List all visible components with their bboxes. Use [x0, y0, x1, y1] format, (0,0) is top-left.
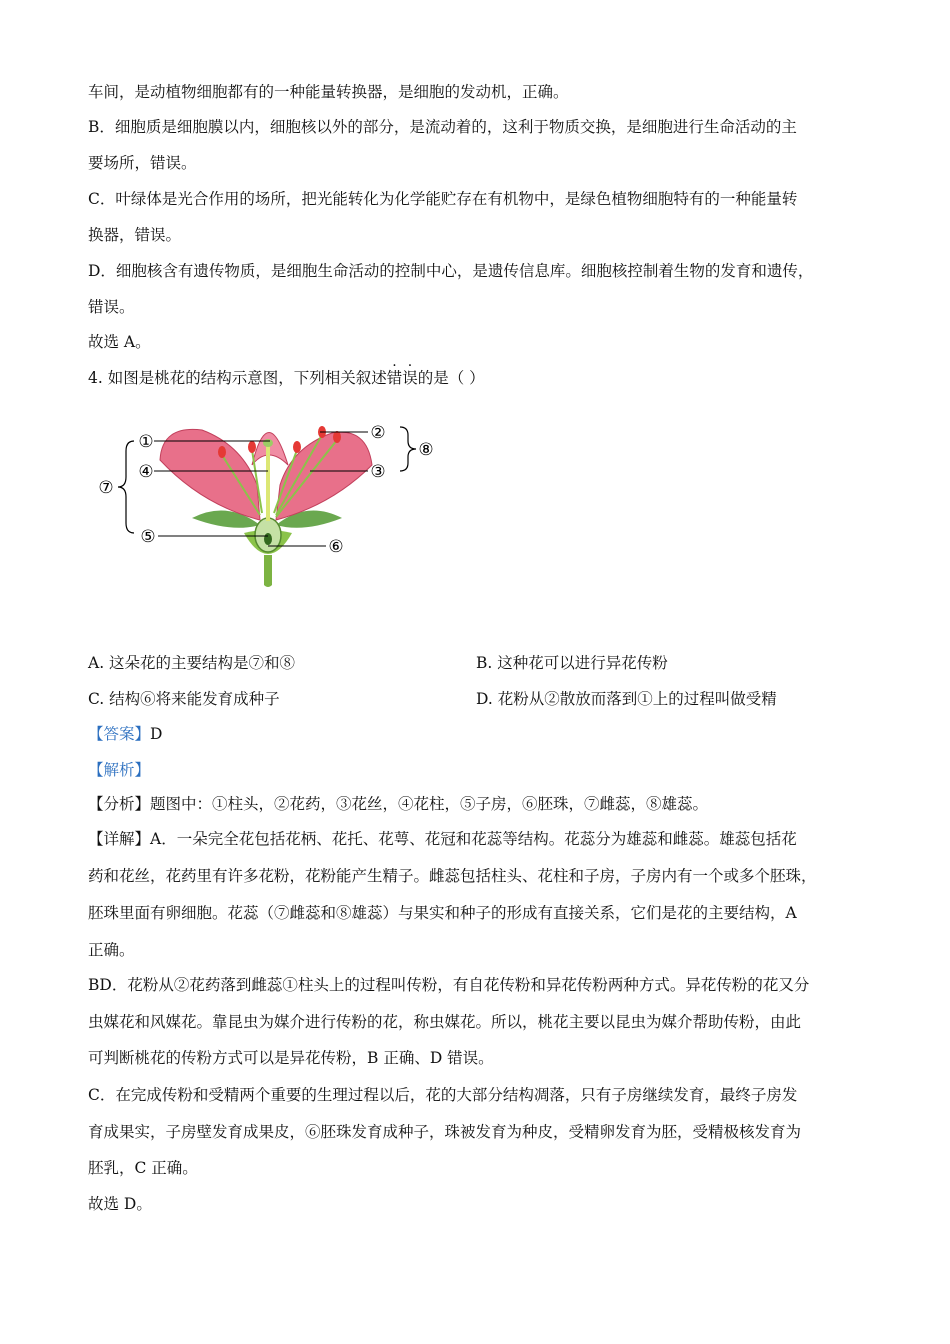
- text-line: BD．花粉从②花药落到雌蕊①柱头上的过程叫传粉，有自花传粉和异花传粉两种方式。异花传粉的花又分: [88, 976, 810, 994]
- text-line: 虫媒花和风媒花。靠昆虫为媒介进行传粉的花，称虫媒花。所以，桃花主要以昆虫为媒介帮助传粉，由此: [88, 1013, 802, 1031]
- text-line: 换器，错误。: [88, 226, 182, 244]
- option-d: D. 花粉从②散放而落到①上的过程叫做受精: [476, 690, 777, 708]
- question-stem: [88, 368, 485, 388]
- anther: [333, 431, 341, 443]
- label-2: ②: [370, 423, 386, 443]
- ovule: [264, 533, 272, 545]
- answer-line: [88, 724, 162, 744]
- label-1: ①: [138, 432, 154, 452]
- question-prefix: 4. 如图是桃花的结构示意图，下列相关叙述: [88, 369, 387, 387]
- answer-value: D: [150, 725, 163, 743]
- label-6: ⑥: [328, 537, 344, 557]
- text-line: 胚乳，C 正确。: [88, 1159, 198, 1177]
- flower-stem: [264, 555, 272, 587]
- anther: [248, 441, 256, 453]
- brace-left: [118, 441, 134, 533]
- petal-right: [276, 432, 372, 520]
- brace-right: [400, 427, 416, 471]
- label-8: ⑧: [418, 440, 434, 460]
- question-suffix: 的是（ ）: [417, 369, 485, 387]
- label-4: ④: [138, 462, 154, 482]
- label-7: ⑦: [98, 478, 114, 498]
- option-b: B. 这种花可以进行异花传粉: [476, 654, 668, 672]
- text-line: D．细胞核含有遗传物质，是细胞生命活动的控制中心，是遗传信息库。细胞核控制着生物的发育和遗传，: [88, 262, 814, 280]
- analysis-label: 【解析】: [88, 761, 151, 779]
- emphasis-char: 误: [402, 369, 418, 387]
- anther: [218, 446, 226, 458]
- text-line: 【详解】A．一朵完全花包括花柄、花托、花萼、花冠和花蕊等结构。花蕊分为雄蕊和雌蕊。雄蕊包括花: [88, 830, 797, 848]
- text-line: C．叶绿体是光合作用的场所，把光能转化为化学能贮存在有机物中，是绿色植物细胞特有的一种能量转: [88, 190, 798, 208]
- text-line: 正确。: [88, 941, 135, 959]
- text-line: B．细胞质是细胞膜以内，细胞核以外的部分，是流动着的，这利于物质交换，是细胞进行生命活动的主: [88, 118, 797, 136]
- stigma: [263, 439, 273, 447]
- style: [266, 445, 270, 521]
- emphasis-char: 错: [386, 369, 403, 387]
- text-line: 要场所，错误。: [88, 154, 197, 172]
- text-line: 故选 A。: [88, 333, 151, 351]
- answer-label: 【答案】: [88, 725, 151, 743]
- text-line: 车间，是动植物细胞都有的一种能量转换器，是细胞的发动机，正确。: [88, 83, 569, 101]
- label-5: ⑤: [140, 527, 156, 547]
- text-line: 胚珠里面有卵细胞。花蕊（⑦雌蕊和⑧雄蕊）与果实和种子的形成有直接关系，它们是花的主要结构，A: [88, 904, 797, 922]
- option-a: A. 这朵花的主要结构是⑦和⑧: [88, 654, 296, 672]
- text-line: 错误。: [88, 298, 135, 316]
- anther: [293, 441, 301, 453]
- petal-left: [160, 429, 260, 520]
- text-line: 【分析】题图中：①柱头，②花药，③花丝，④花柱，⑤子房，⑥胚珠，⑦雌蕊，⑧雄蕊。: [88, 795, 709, 813]
- peach-flower-diagram: [92, 405, 442, 590]
- text-line: 药和花丝，花药里有许多花粉，花粉能产生精子。雌蕊包括柱头、花柱和子房，子房内有一个或多个胚珠，: [88, 867, 817, 885]
- text-line: 可判断桃花的传粉方式可以是异花传粉，B 正确、D 错误。: [88, 1049, 494, 1067]
- text-line: 故选 D。: [88, 1195, 152, 1213]
- text-line: C．在完成传粉和受精两个重要的生理过程以后，花的大部分结构凋落，只有子房继续发育，最终子房发: [88, 1086, 798, 1104]
- text-line: 育成果实，子房壁发育成果皮，⑥胚珠发育成种子，珠被发育为种皮，受精卵发育为胚，受精极核发育为: [88, 1123, 802, 1141]
- label-3: ③: [370, 462, 386, 482]
- option-c: C. 结构⑥将来能发育成种子: [88, 690, 280, 708]
